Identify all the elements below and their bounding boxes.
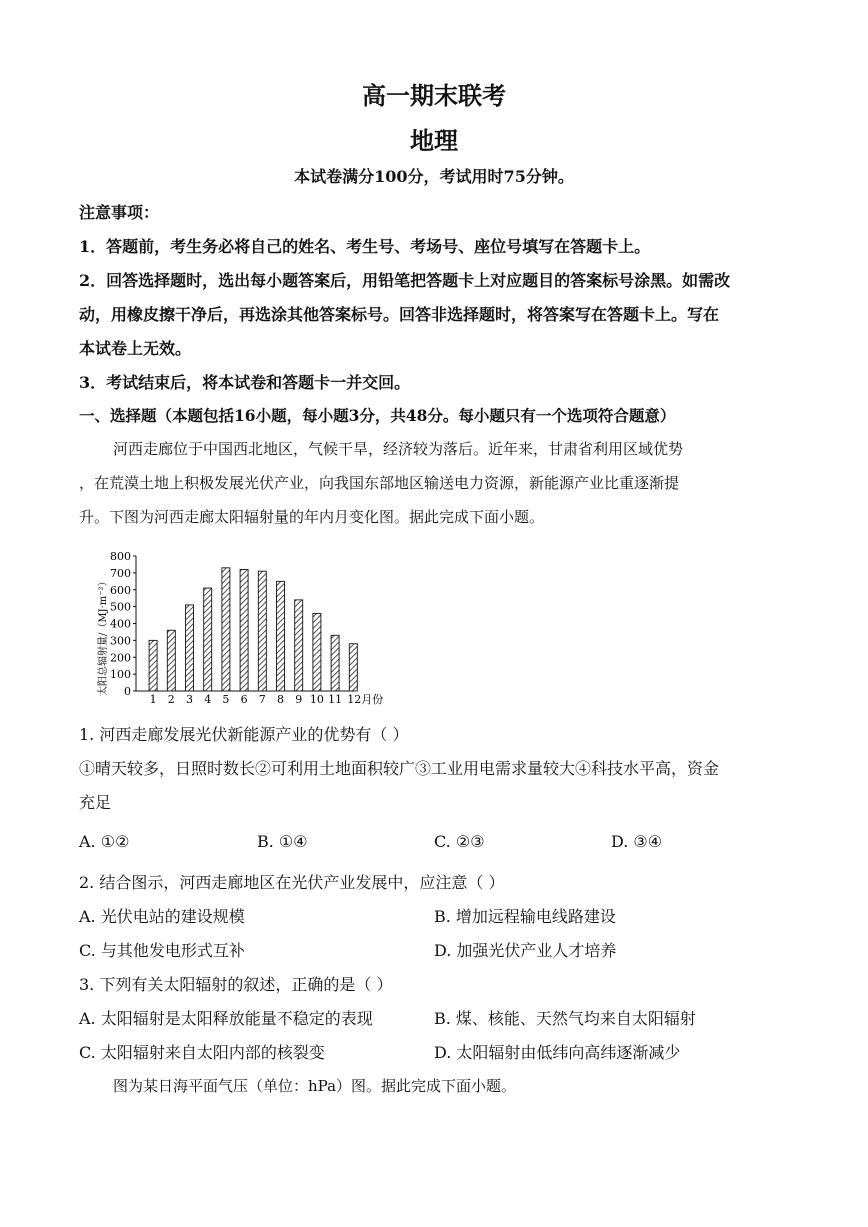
question-1-option-b: B. ①④ [257,832,308,851]
note-item-2-line-3: 本试卷上无效。 [79,339,192,358]
question-2-option-a: A. 光伏电站的建设规模 [79,907,245,926]
question-1-statements-line-1: ①晴天较多，日照时数长②可利用土地面积较广③工业用电需求量较大④科技水平高，资金 [79,759,720,778]
bar-month-3 [186,605,194,691]
question-3-option-a: A. 太阳辐射是太阳释放能量不稳定的表现 [79,1009,373,1028]
y-tick-label: 0 [124,685,131,698]
question-2-stem: 2. 结合图示，河西走廊地区在光伏产业发展中，应注意（ ） [79,873,505,892]
question-1-statements-line-2: 充足 [79,793,112,812]
y-tick-label: 200 [110,651,131,665]
bar-month-4 [204,588,212,691]
question-2-option-d: D. 加强光伏产业人才培养 [434,941,617,960]
bar-month-6 [240,570,248,692]
question-3-option-c: C. 太阳辐射来自太阳内部的核裂变 [79,1043,325,1062]
x-tick-label: 8 [277,693,284,706]
notes-heading: 注意事项： [79,203,160,222]
x-tick-label: 11 [328,693,343,706]
section-heading: 一、选择题（本题包括16小题，每小题3分，共48分。每小题只有一个选项符合题意） [79,406,676,425]
subject-title: 地理 [410,126,458,155]
x-tick-label: 2 [167,693,175,706]
passage-1-line-3: 升。下图为河西走廊太阳辐射量的年内月变化图。据此完成下面小题。 [79,508,545,526]
y-axis-label-text: 太阳总辐射量/（MJ·m⁻²） [98,576,109,696]
x-tick-label: 1 [149,693,157,706]
question-1-option-a: A. ①② [79,832,130,851]
note-item-2-line-2: 动，用橡皮擦干净后，再选涂其他答案标号。回答非选择题时，将答案写在答题卡上。写在 [79,305,720,324]
note-item-1: 1．答题前，考生务必将自己的姓名、考生号、考场号、座位号填写在答题卡上。 [79,237,651,256]
passage-1-line-1: 河西走廊位于中国西北地区，气候干旱，经济较为落后。近年来，甘肃省利用区域优势 [113,440,684,458]
y-tick-label: 100 [110,668,131,682]
note-item-3: 3．考试结束后，将本试卷和答题卡一并交回。 [79,373,411,392]
x-tick-label: 6 [240,693,248,706]
question-1-stem: 1. 河西走廊发展光伏新能源产业的优势有（ ） [79,725,409,744]
x-tick-label: 9 [295,693,303,706]
question-1-option-c: C. ②③ [434,832,485,851]
bar-month-2 [167,630,175,691]
x-tick-label: 7 [258,693,266,706]
bar-month-10 [313,613,321,691]
bar-month-12 [349,644,357,691]
note-item-2-line-1: 2．回答选择题时，选出每小题答案后，用铅笔把答题卡上对应题目的答案标号涂黑。如需改 [79,271,731,290]
x-tick-label: 5 [222,693,230,706]
passage-1-line-2: ，在荒漠土地上积极发展光伏产业，向我国东部地区输送电力资源，新能源产业比重逐渐提 [79,474,680,492]
y-tick-label: 300 [110,634,131,648]
question-1-option-d: D. ③④ [611,832,663,851]
bar-month-1 [149,640,157,691]
x-tick-label: 4 [204,693,212,706]
x-tick-label: 3 [186,693,193,706]
page-title: 高一期末联考 [362,81,506,110]
y-tick-label: 700 [110,566,131,580]
question-3-stem: 3. 下列有关太阳辐射的叙述，正确的是（ ） [79,975,393,994]
bar-month-11 [331,635,339,691]
y-tick-label: 400 [110,617,131,631]
question-3-option-d: D. 太阳辐射由低纬向高纬逐渐减少 [434,1043,681,1062]
x-tick-label: 12月份 [347,693,384,706]
y-axis-label [96,576,109,696]
solar-radiation-chart [78,546,388,711]
y-tick-label: 600 [110,583,131,597]
bar-month-9 [295,600,303,691]
bar-month-5 [222,568,230,691]
y-tick-label: 800 [110,550,131,563]
question-3-option-b: B. 煤、核能、天然气均来自太阳辐射 [434,1009,696,1028]
y-tick-label: 500 [110,600,131,614]
x-tick-label: 10 [309,693,324,706]
exam-info: 本试卷满分100分，考试用时75分钟。 [294,167,574,186]
passage-2-line-1: 图为某日海平面气压（单位：hPa）图。据此完成下面小题。 [113,1077,517,1095]
bar-month-8 [277,581,285,691]
question-2-option-c: C. 与其他发电形式互补 [79,941,245,960]
bar-month-7 [258,571,266,691]
question-2-option-b: B. 增加远程输电线路建设 [434,907,616,926]
